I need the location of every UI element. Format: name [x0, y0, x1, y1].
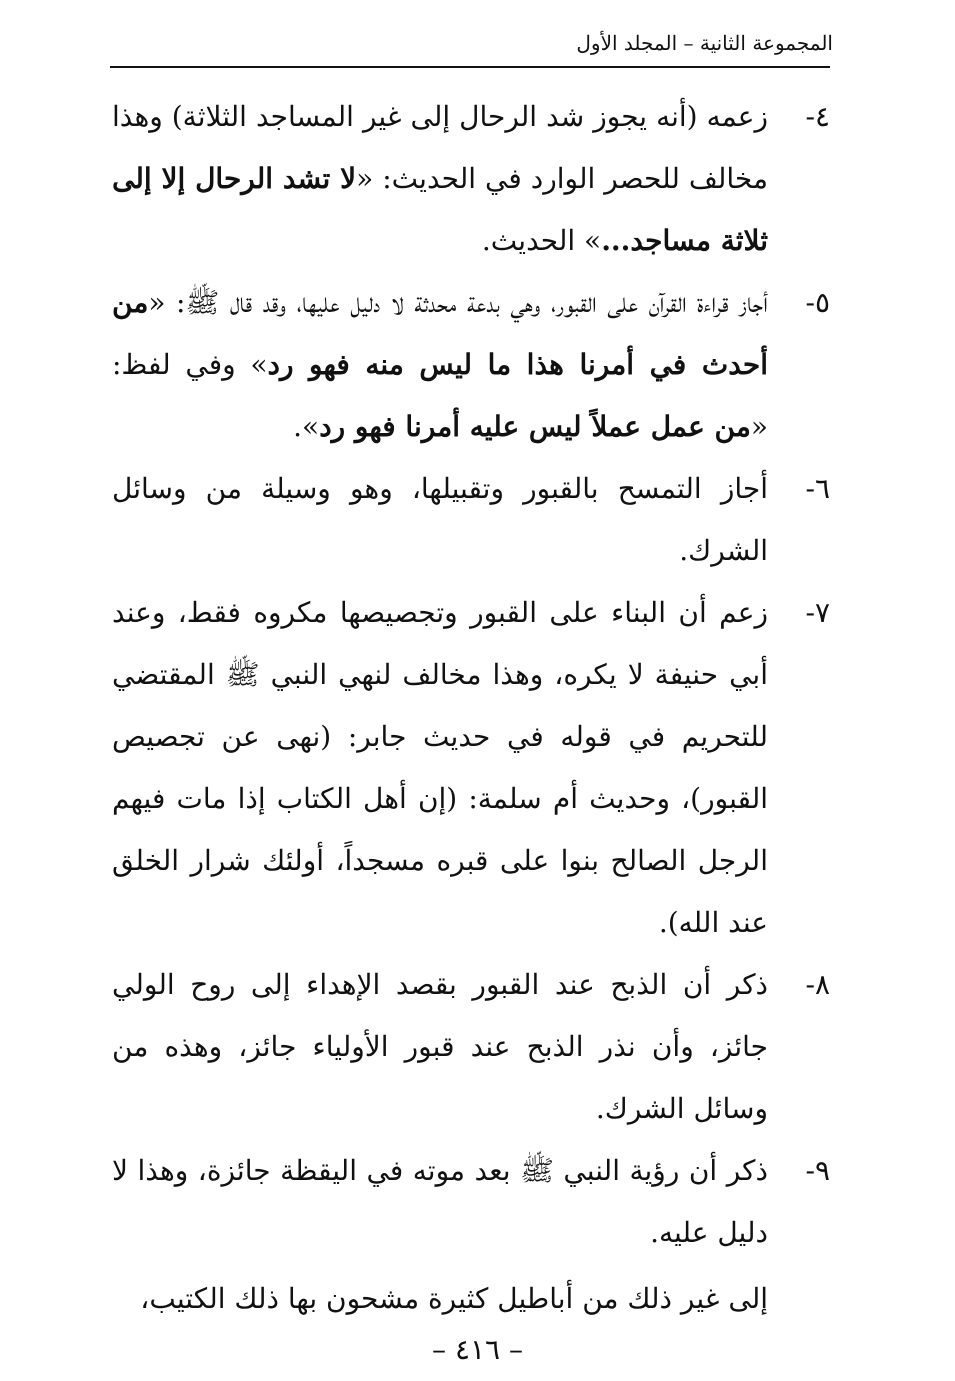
list-item: [112, 272, 830, 458]
hadith-quote: لا تشد الرحال إلا إلى ثلاثة مساجد...: [112, 162, 768, 257]
page-number: – ٤١٦ –: [432, 1333, 523, 1366]
item-text: [112, 1140, 768, 1264]
header-rule: [110, 66, 830, 68]
item-text-segment: زعمه (أنه يجوز شد الرحال إلى غير المساجد الثلاثة) وهذا مخالف للحصر الوارد في الحديث: «: [112, 100, 768, 195]
item-text-segment: ».: [293, 410, 320, 443]
numbered-list: [112, 86, 830, 1264]
list-item: [112, 458, 830, 582]
item-number: ٧-: [805, 596, 830, 629]
item-number: ٨-: [805, 968, 830, 1001]
list-item: [112, 86, 830, 272]
running-header: المجموعة الثانية – المجلد الأول: [576, 31, 833, 55]
item-number: ٤-: [805, 100, 830, 133]
item-text-segment: زعم أن البناء على القبور وتجصيصها مكروه فقط، وعند أبي حنيفة لا يكره، وهذا مخالف لنهي النبي ﷺ المقتضي للتحريم في قوله في حديث جابر: (نهى عن تجصيص القبور)، وحديث أم سلمة: (إن أهل الكتاب إذا مات فيهم الرجل الصالح بنوا على قبره مسجداً، أولئك شرار الخلق عند الله).: [112, 596, 769, 939]
item-text: [112, 458, 768, 582]
hadith-quote: من عمل عملاً ليس عليه أمرنا فهو رد: [319, 410, 751, 443]
list-item: [112, 1140, 830, 1264]
item-text-segment: ذكر أن رؤية النبي ﷺ بعد موته في اليقظة جائزة، وهذا لا دليل عليه.: [112, 1154, 768, 1249]
item-number: ٥-: [805, 286, 830, 319]
item-text: [112, 86, 768, 272]
item-text-segment: » وفي لفظ: «: [112, 348, 768, 443]
item-number: ٦-: [805, 472, 830, 505]
item-text: [112, 582, 768, 954]
item-number: ٩-: [805, 1154, 830, 1187]
item-text-segment: » الحديث.: [481, 224, 602, 257]
item-text: [112, 954, 768, 1140]
item-text: [112, 272, 768, 458]
hadith-quote: من أحدث في أمرنا هذا ما ليس منه فهو رد: [112, 286, 768, 381]
closing-paragraph: إلى غير ذلك من أباطيل كثيرة مشحون بها ذلك الكتيب،: [140, 1282, 768, 1315]
list-item: [112, 954, 830, 1140]
list-item: [112, 582, 830, 954]
item-text-segment: أجاز قراءة القرآن على القبور، وهي بدعة محدثة لا دليل عليها، وقد قال ﷺ: «: [148, 286, 768, 319]
item-text-segment: أجاز التمسح بالقبور وتقبيلها، وهو وسيلة من وسائل الشرك.: [112, 472, 768, 567]
body-text: [112, 86, 830, 1330]
item-text-segment: ذكر أن الذبح عند القبور بقصد الإهداء إلى روح الولي جائز، وأن نذر الذبح عند قبور الأولياء جائز، وهذه من وسائل الشرك.: [112, 968, 768, 1125]
